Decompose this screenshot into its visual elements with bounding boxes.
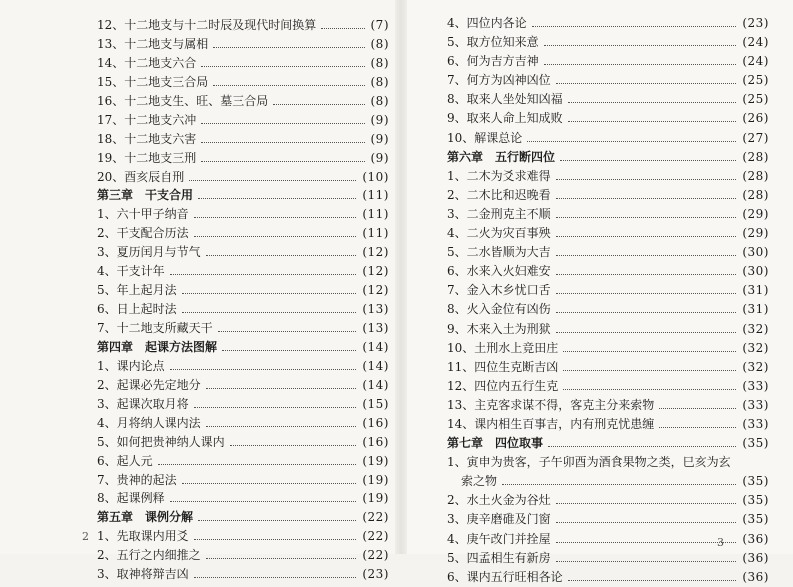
toc-entry-page: (32) (742, 321, 769, 336)
toc-entry-page: (9) (370, 112, 389, 127)
toc-entry (97, 452, 389, 471)
toc-entry-label: 1、六十甲子纳音 (97, 207, 189, 222)
toc-entry-label: 5、年上起月法 (97, 283, 177, 298)
toc-entry-page: (22) (362, 529, 389, 544)
toc-entry-label: 索之物 (461, 474, 498, 489)
dot-leader (198, 197, 356, 199)
toc-entry (97, 35, 389, 54)
toc-entry (447, 52, 769, 71)
dot-leader (556, 521, 737, 523)
toc-entry-page: (31) (742, 283, 769, 298)
toc-entry (97, 357, 389, 376)
toc-entry-label: 8、火入金位有凶伤 (447, 302, 551, 317)
toc-entry-page: (28) (742, 149, 769, 164)
toc-entry-label: 6、日上起时法 (97, 302, 177, 317)
toc-entry-label: 2、五行之内细推之 (97, 548, 201, 563)
dot-leader (556, 197, 737, 199)
toc-entry (97, 546, 389, 565)
toc-entry-page: (25) (742, 73, 769, 88)
toc-entry (97, 111, 389, 130)
dot-leader (194, 538, 357, 540)
dot-leader (194, 406, 357, 408)
dot-leader (556, 273, 737, 275)
toc-entry (447, 358, 769, 377)
dot-leader (563, 388, 736, 390)
toc-entry-label: 4、干支计年 (97, 264, 165, 279)
toc-entry-label: 2、干支配合历法 (97, 226, 189, 241)
toc-entry (97, 224, 389, 243)
toc-entry (447, 109, 769, 128)
toc-entry-label: 3、二金刑克主不顺 (447, 206, 551, 221)
dot-leader (556, 541, 737, 543)
toc-entry-label: 第四章 起课方法图解 (97, 339, 218, 354)
toc-entry-label: 4、庚午改门并拴屋 (447, 531, 551, 546)
toc-entry-page: (14) (362, 339, 389, 354)
dot-leader (201, 122, 364, 124)
toc-entry-label: 6、何为吉方吉神 (447, 54, 539, 69)
toc-entry-label: 5、如何把贵神纳人课内 (97, 434, 225, 449)
toc-entry (447, 339, 769, 358)
toc-entry (97, 168, 389, 187)
toc-entry (447, 71, 769, 90)
toc-entry (447, 224, 769, 243)
toc-entry-page: (36) (742, 550, 769, 565)
toc-entry-page: (23) (742, 16, 769, 30)
toc-chapter-heading (97, 508, 389, 527)
dot-leader (198, 519, 356, 521)
toc-entry-page: (7) (370, 18, 389, 32)
toc-entry-label: 4、月将纳人课内法 (97, 415, 201, 430)
toc-entry-label: 12、四位内五行生克 (447, 378, 559, 393)
toc-chapter-heading (97, 186, 389, 205)
toc-entry-page: (32) (742, 340, 769, 355)
toc-entry-label: 1、课内论点 (97, 358, 165, 373)
toc-entry (97, 414, 389, 433)
toc-entry-page: (16) (362, 434, 389, 449)
toc-entry-label: 16、十二地支生、旺、墓三合局 (97, 93, 269, 108)
toc-entry (97, 395, 389, 414)
toc-entry (97, 130, 389, 149)
page-number-right: 3 (717, 536, 724, 549)
toc-entry-page: (19) (362, 491, 389, 506)
dot-leader (556, 331, 737, 333)
toc-entry-label: 9、取来人命上知成败 (447, 111, 563, 126)
toc-entry-page: (8) (370, 36, 389, 51)
toc-entry-label: 19、十二地支三刑 (97, 150, 197, 165)
toc-entry-label: 8、取来人坐处知凶福 (447, 92, 563, 107)
dot-leader (182, 482, 357, 484)
page-number-left: 2 (82, 530, 89, 543)
toc-entry (447, 377, 769, 396)
toc-entry-page: (35) (742, 493, 769, 508)
toc-entry (447, 320, 769, 339)
toc-entry-page: (11) (362, 188, 389, 203)
toc-chapter-heading (447, 148, 769, 167)
dot-leader (556, 560, 737, 562)
dot-leader (206, 425, 357, 427)
toc-entry-page: (25) (742, 92, 769, 107)
toc-entry-page: (24) (742, 54, 769, 69)
dot-leader (556, 216, 737, 218)
toc-entry-label: 7、何方为凶神凶位 (447, 73, 551, 88)
dot-leader (222, 349, 356, 351)
dot-leader (194, 235, 357, 237)
toc-entry-page: (33) (742, 416, 769, 431)
dot-leader (568, 101, 737, 103)
toc-entry (97, 54, 389, 73)
dot-leader (659, 426, 736, 428)
toc-entry-page: (15) (362, 396, 389, 411)
toc-entry-page: (12) (362, 245, 389, 260)
toc-entry-label: 第七章 四位取事 (447, 436, 544, 451)
toc-entry-page: (19) (362, 472, 389, 487)
toc-entry (447, 549, 769, 568)
toc-entry-label: 14、十二地支六合 (97, 55, 197, 70)
dot-leader (230, 444, 357, 446)
toc-entry-page: (35) (742, 512, 769, 527)
toc-entry (97, 471, 389, 490)
dot-leader (321, 27, 364, 29)
dot-leader (560, 159, 736, 161)
dot-leader (206, 387, 357, 389)
dot-leader (527, 140, 736, 142)
toc-entry-page: (22) (362, 548, 389, 563)
dot-leader (194, 216, 357, 218)
dot-leader (563, 350, 736, 352)
toc-entry-label: 7、金入木乡忧口舌 (447, 283, 551, 298)
toc-entry-label: 12、十二地支与十二时辰及现代时间换算 (97, 18, 317, 32)
toc-entry (97, 433, 389, 452)
toc-entry-page: (8) (370, 93, 389, 108)
toc-entry (97, 92, 389, 111)
toc-entry-label: 5、四孟相生有新房 (447, 550, 551, 565)
dot-leader (568, 120, 737, 122)
toc-entry (447, 262, 769, 281)
toc-entry-page: (35) (742, 474, 769, 489)
dot-leader (213, 46, 364, 48)
toc-entry (97, 565, 389, 584)
toc-left-column (97, 16, 389, 584)
toc-entry (97, 300, 389, 319)
dot-leader (170, 500, 357, 502)
toc-entry-page: (32) (742, 359, 769, 374)
toc-entry-page: (13) (362, 302, 389, 317)
toc-entry-label: 第三章 干支合用 (97, 188, 194, 203)
dot-leader (182, 311, 357, 313)
toc-entry (97, 205, 389, 224)
toc-entry-label: 6、课内五行旺相各论 (447, 569, 563, 584)
toc-entry-page: (8) (370, 55, 389, 70)
toc-entry-label: 2、二木比和迟晚看 (447, 187, 551, 202)
toc-entry (447, 472, 769, 491)
toc-entry-page: (33) (742, 378, 769, 393)
dot-leader (213, 84, 364, 86)
dot-leader (556, 502, 737, 504)
toc-entry-label: 6、水来入火妇难安 (447, 264, 551, 279)
toc-entry-label: 2、起课必先定地分 (97, 377, 201, 392)
toc-entry (97, 73, 389, 92)
toc-entry-label: 6、起人元 (97, 453, 153, 468)
toc-entry (447, 396, 769, 415)
toc-entry-label: 1、先取课内用爻 (97, 529, 189, 544)
dot-leader (201, 141, 364, 143)
toc-entry-page: (9) (370, 131, 389, 146)
toc-entry-label: 1、寅申为贵客，子午卯酉为酒食果物之类，巳亥为玄 (447, 455, 731, 470)
toc-entry (97, 16, 389, 35)
toc-entry-label: 20、酉亥辰自刑 (97, 169, 185, 184)
toc-entry (447, 510, 769, 529)
toc-entry-label: 3、取神将辩吉凶 (97, 567, 189, 582)
toc-entry (447, 568, 769, 587)
toc-entry-label: 7、贵神的起法 (97, 472, 177, 487)
toc-entry-page: (12) (362, 264, 389, 279)
toc-entry-label: 3、夏历闰月与节气 (97, 245, 201, 260)
dot-leader (273, 103, 364, 105)
dot-leader (556, 178, 737, 180)
toc-entry-page: (23) (362, 567, 389, 582)
toc-entry-label: 10、解课总论 (447, 130, 523, 145)
toc-entry-label: 18、十二地支六害 (97, 131, 197, 146)
toc-entry-page: (12) (362, 283, 389, 298)
toc-entry (447, 129, 769, 148)
dot-leader (201, 65, 364, 67)
dot-leader (548, 445, 736, 447)
toc-entry-label: 第五章 课例分解 (97, 510, 194, 525)
toc-entry-page: (29) (742, 206, 769, 221)
toc-entry (447, 167, 769, 186)
toc-entry-label: 11、四位生克断吉凶 (447, 359, 559, 374)
toc-entry-page: (28) (742, 168, 769, 183)
toc-entry-label: 13、主克客求谋不得，客克主分来索物 (447, 397, 655, 412)
toc-chapter-heading (447, 434, 769, 453)
dot-leader (218, 330, 357, 332)
dot-leader (206, 557, 357, 559)
toc-entry (447, 243, 769, 262)
dot-leader (556, 235, 737, 237)
toc-entry-page: (16) (362, 415, 389, 430)
dot-leader (563, 369, 736, 371)
toc-entry (97, 149, 389, 168)
toc-entry-label: 4、四位内各论 (447, 16, 527, 30)
dot-leader (568, 579, 737, 581)
toc-entry-label: 9、木来入土为刑狱 (447, 321, 551, 336)
dot-leader (194, 576, 357, 578)
dot-leader (206, 254, 357, 256)
toc-entry-page: (26) (742, 111, 769, 126)
toc-entry (97, 319, 389, 338)
dot-leader (182, 292, 357, 294)
toc-entry-page: (13) (362, 321, 389, 335)
toc-entry (447, 205, 769, 224)
dot-leader (556, 311, 737, 313)
toc-entry-page: (11) (362, 207, 389, 222)
toc-entry-label: 7、十二地支所藏天干 (97, 321, 213, 335)
toc-entry-label: 17、十二地支六冲 (97, 112, 197, 127)
toc-entry-page: (14) (362, 358, 389, 373)
toc-chapter-heading (97, 338, 389, 357)
toc-entry-label: 第六章 五行断四位 (447, 149, 556, 164)
toc-entry (447, 491, 769, 510)
toc-entry-page: (22) (362, 510, 389, 525)
dot-leader (659, 407, 736, 409)
toc-entry (447, 281, 769, 300)
toc-entry-page: (8) (370, 74, 389, 89)
toc-entry-page: (19) (362, 453, 389, 468)
book-gutter (395, 0, 407, 554)
dot-leader (189, 179, 356, 181)
toc-entry (447, 415, 769, 434)
toc-entry-label: 4、二火为灾百事殃 (447, 226, 551, 241)
toc-entry-page: (28) (742, 187, 769, 202)
toc-entry (97, 281, 389, 300)
toc-entry-page: (11) (362, 226, 389, 241)
toc-entry (447, 300, 769, 319)
dot-leader (556, 292, 737, 294)
toc-entry (447, 33, 769, 52)
toc-entry-label: 5、取方位知来意 (447, 35, 539, 50)
toc-entry-label: 8、起课例释 (97, 491, 165, 506)
dot-leader (556, 254, 737, 256)
toc-entry-page: (27) (742, 130, 769, 145)
toc-entry-page: (24) (742, 35, 769, 50)
toc-entry-page: (31) (742, 302, 769, 317)
toc-entry-label: 3、庚辛磨碓及门窗 (447, 512, 551, 527)
toc-entry (97, 489, 389, 508)
dot-leader (544, 63, 737, 65)
dot-leader (544, 44, 737, 46)
toc-entry (447, 186, 769, 205)
dot-leader (201, 160, 364, 162)
dot-leader (502, 483, 736, 485)
toc-entry-page: (30) (742, 245, 769, 260)
toc-entry (97, 376, 389, 395)
toc-entry-label: 3、起课次取月将 (97, 396, 189, 411)
toc-entry-label: 13、十二地支与属相 (97, 36, 209, 51)
dot-leader (158, 463, 357, 465)
toc-entry (97, 527, 389, 546)
toc-entry (447, 453, 769, 472)
toc-entry-label: 1、二木为爻求难得 (447, 168, 551, 183)
toc-right-column (447, 14, 769, 587)
toc-entry-label: 10、土刑水上竞田庄 (447, 340, 559, 355)
toc-entry-page: (35) (742, 436, 769, 451)
toc-entry-page: (29) (742, 226, 769, 241)
toc-entry-page: (10) (362, 169, 389, 184)
toc-entry-page: (14) (362, 377, 389, 392)
toc-entry-page: (36) (742, 531, 769, 546)
dot-leader (170, 273, 357, 275)
toc-entry (97, 262, 389, 281)
toc-entry-label: 15、十二地支三合局 (97, 74, 209, 89)
toc-entry-page: (36) (742, 569, 769, 584)
toc-entry-label: 2、水土火金为谷灶 (447, 493, 551, 508)
dot-leader (532, 25, 737, 27)
toc-entry (447, 90, 769, 109)
toc-entry-label: 5、二水皆顺为大吉 (447, 245, 551, 260)
toc-entry-page: (9) (370, 150, 389, 165)
toc-entry (97, 243, 389, 262)
dot-leader (556, 82, 737, 84)
toc-entry (447, 14, 769, 33)
toc-entry-page: (33) (742, 397, 769, 412)
toc-entry-label: 14、课内相生百事吉，内有刑克忧患缠 (447, 416, 655, 431)
dot-leader (170, 368, 357, 370)
toc-entry-page: (30) (742, 264, 769, 279)
